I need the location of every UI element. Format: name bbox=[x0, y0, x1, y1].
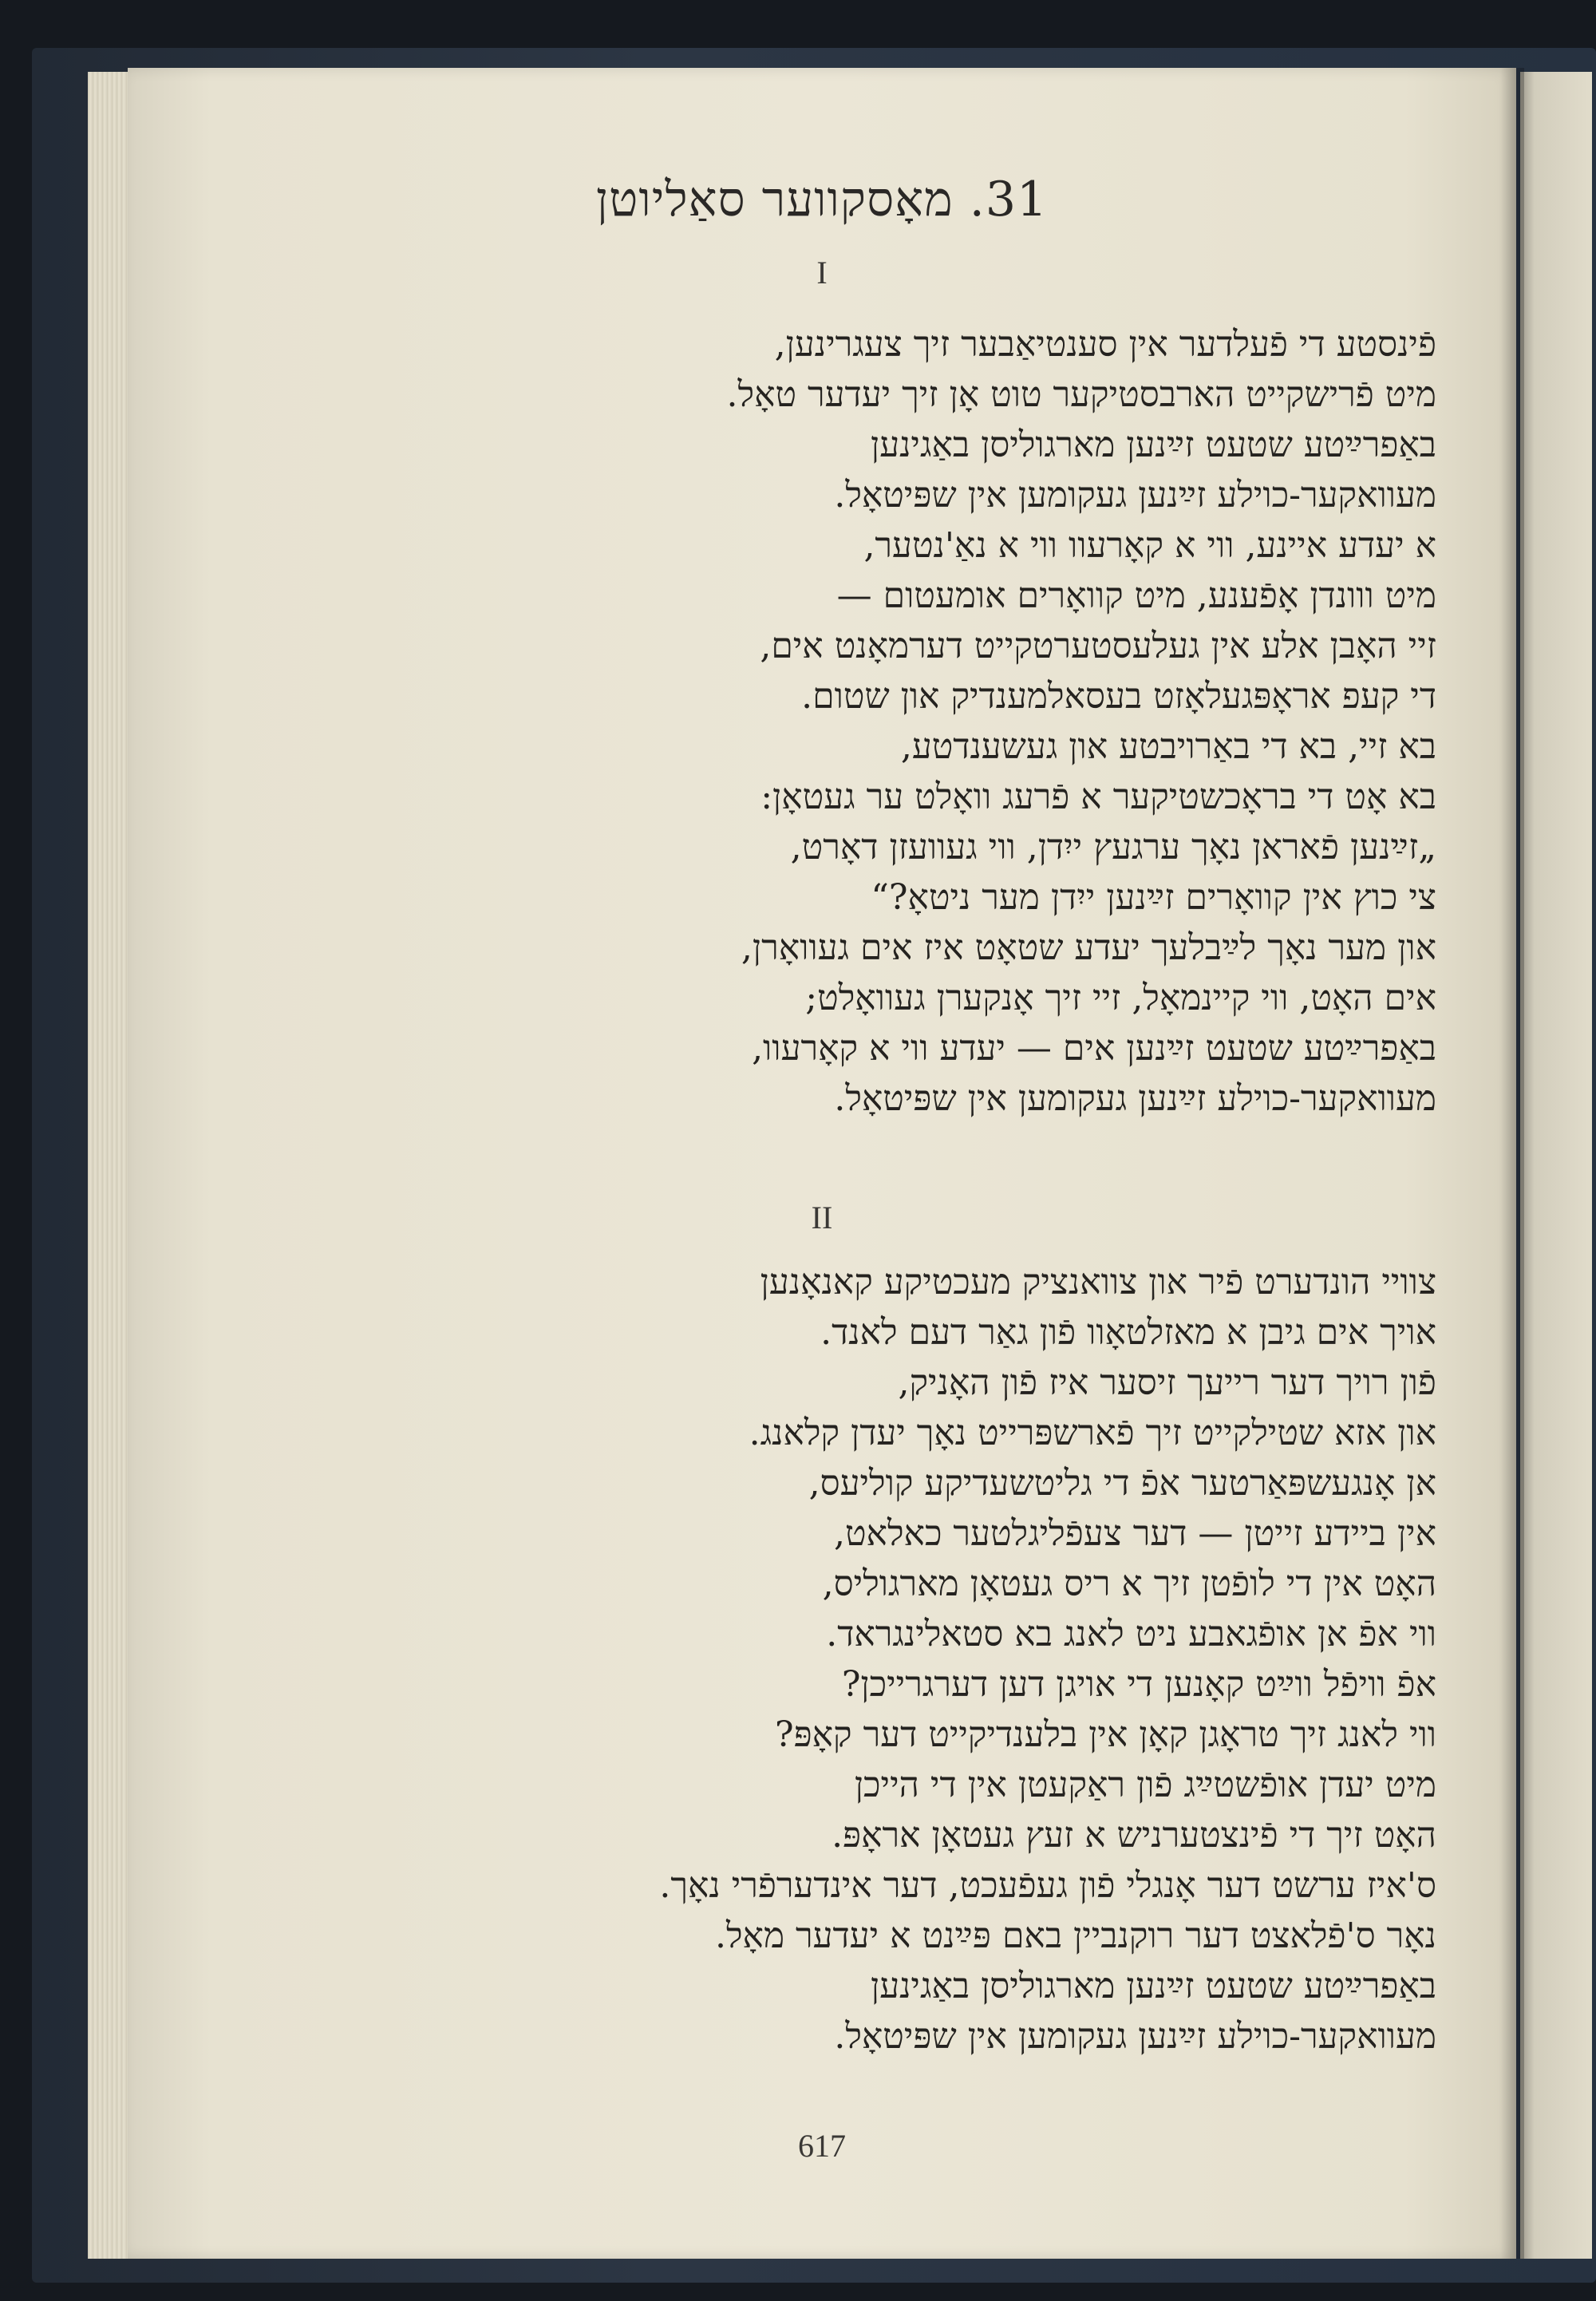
poem-line: נאָר ס'פֿלאצט דער רוקנביין באם פּײַנט א יעדער מאָל. bbox=[714, 1916, 1436, 1956]
poem-line: מיט יעדן אופֿשטײַג פֿון ראַקעטן אין די הייכן bbox=[854, 1765, 1436, 1805]
poem-line: האָט אין די לופֿטן זיך א ריס געטאָן מארגוליס, bbox=[822, 1564, 1436, 1604]
poem-line: זיי האָבן אלע אין געלעסטערטקייט דערמאָנט אים, bbox=[760, 626, 1436, 666]
poem-line: אים האָט, ווי קיינמאָל, זיי זיך אָנקערן געוואָלט; bbox=[805, 978, 1436, 1018]
poem-line: באַפרײַטע שטעט זײַנען אים — יעדע ווי א קאָרעוו, bbox=[752, 1028, 1436, 1069]
poem-line: באַפרײַטע שטעט זײַנען מארגוליסן באַגינען bbox=[870, 1966, 1436, 2006]
poem-title: 31. מאָסקווער סאַליוטן bbox=[595, 172, 1049, 227]
poem-line: אפֿ וויפֿל ווײַט קאָנען די אויגן דען דערגרייכן? bbox=[841, 1664, 1436, 1705]
poem-line: מיט פֿרישקייט הארבסטיקער טוט אָן זיך יעדער טאָל. bbox=[726, 374, 1436, 415]
poem-line: האָט זיך די פֿינצטערניש א זעץ געטאָן אראָפּ. bbox=[832, 1815, 1436, 1856]
poem-line: פֿון רויך דער רייעך זיסער איז פֿון האָניק, bbox=[898, 1362, 1436, 1403]
poem-line: באַפרײַטע שטעט זײַנען מארגוליסן באַגינען bbox=[870, 425, 1436, 465]
gutter-shadow bbox=[1500, 68, 1524, 2259]
section-mark-2: II bbox=[811, 1200, 833, 1236]
next-page-edge bbox=[1520, 72, 1592, 2259]
poem-line: א יעדע איינע, ווי א קאָרעוו ווי א נאַ'נטער, bbox=[863, 525, 1436, 566]
poem-line: די קעפ אראָפּגעלאָזט בעסאלמענדיק און שטום. bbox=[801, 676, 1436, 717]
poem-line: מעוואקער-כוילע זײַנען געקומען אין שפּיטאָל. bbox=[834, 2016, 1436, 2057]
poem-line: מיט ווונדן אָפֿענע, מיט קוואָרים אומעטום — bbox=[836, 575, 1436, 616]
poem-line: בא זיי, בא די באַרויבטע און געשענדטע, bbox=[900, 726, 1436, 767]
poem-line: צי כוץ אין קוואָרים זײַנען ייִדן מער ניטאָ?“ bbox=[871, 877, 1436, 918]
poem-line: בא אָט די בראָכשטיקער א פֿרעג וואָלט ער געטאָן: bbox=[760, 777, 1436, 817]
poem-line: און אזא שטילקייט זיך פֿארשפּרייט נאָך יעדן קלאנג. bbox=[749, 1413, 1436, 1453]
poem-line: ווי לאנג זיך טראָגן קאָן אין בלענדיקייט דער קאָפּ? bbox=[775, 1714, 1436, 1755]
poem-line: אן אָנגעשפּאַרטער אפֿ די גליטשעדיקע קוליעס, bbox=[808, 1463, 1436, 1504]
poem-line: מעוואקער-כוילע זײַנען געקומען אין שפּיטאָל. bbox=[834, 475, 1436, 516]
poem-line: אויך אים גיבן א מאזלטאָוו פֿון גאַר דעם לאנד. bbox=[820, 1312, 1436, 1353]
poem-line: פֿינסטע די פֿעלדער אין סענטיאַבער זיך צעגרינען, bbox=[774, 324, 1436, 365]
poem-line: ווי אפֿ אן אופֿגאבע ניט לאנג בא סטאלינגראד. bbox=[826, 1614, 1436, 1655]
poem-line: און מער נאָך לײַבלעך יעדע שטאָט איז אים געוואָרן, bbox=[741, 927, 1436, 968]
poem-line: אין ביידע זייטן — דער צעפֿליגלטער כאלאט, bbox=[833, 1513, 1436, 1554]
poem-line: ס'איז ערשט דער אָנגלי פֿון געפֿעכט, דער אינדערפֿרי נאָך. bbox=[659, 1865, 1436, 1906]
poem-line: צוויי הונדערט פֿיר און צוואנציק מעכטיקע קאנאָנען bbox=[760, 1262, 1436, 1303]
poem-line: „זײַנען פֿאראן נאָך ערגעץ ייִדן, ווי געוועזן דאָרט, bbox=[790, 827, 1436, 868]
poem-line: מעוואקער-כוילע זײַנען געקומען אין שפּיטאָל. bbox=[834, 1078, 1436, 1119]
stanza-2 bbox=[659, 1257, 1436, 2062]
section-mark-1: I bbox=[816, 255, 828, 291]
page-number: 617 bbox=[798, 2128, 846, 2164]
stanza-1 bbox=[727, 319, 1437, 1124]
